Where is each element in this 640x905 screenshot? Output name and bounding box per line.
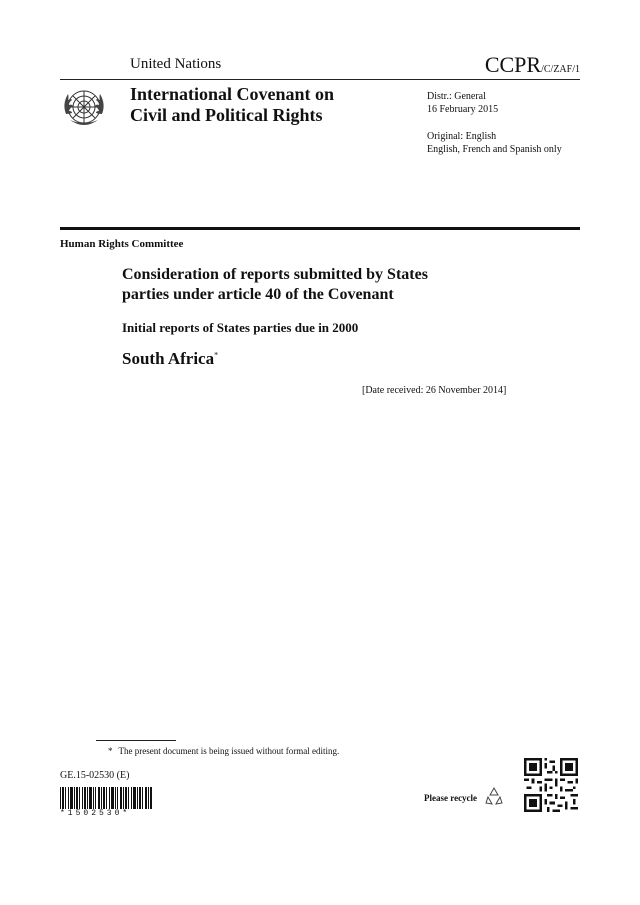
footnote bbox=[108, 746, 339, 756]
available-languages: English, French and Spanish only bbox=[427, 144, 562, 155]
committee-name: Human Rights Committee bbox=[60, 238, 184, 250]
report-heading-line1: Consideration of reports submitted by States bbox=[122, 266, 428, 283]
report-heading bbox=[122, 265, 428, 305]
language-block bbox=[427, 130, 562, 156]
distribution-status: Distr.: General bbox=[427, 91, 486, 102]
symbol-main: CCPR bbox=[484, 52, 542, 77]
distribution-block bbox=[427, 90, 498, 116]
footnote-text: The present document is being issued without formal editing. bbox=[118, 746, 340, 756]
covenant-title-line1: International Covenant on bbox=[130, 84, 335, 104]
country-heading bbox=[122, 349, 218, 369]
footnote-rule bbox=[96, 740, 176, 741]
date-received: [Date received: 26 November 2014] bbox=[362, 385, 507, 396]
report-heading-line2: parties under article 40 of the Covenant bbox=[122, 286, 394, 303]
recycle-icon bbox=[484, 786, 504, 806]
country-name: South Africa bbox=[122, 349, 215, 368]
document-symbol bbox=[485, 52, 580, 78]
recycle-label: Please recycle bbox=[424, 793, 478, 803]
organization-name: United Nations bbox=[130, 56, 222, 72]
un-emblem-icon bbox=[60, 84, 108, 132]
report-subheading: Initial reports of States parties due in 2000 bbox=[122, 320, 359, 335]
barcode-number: *1502530* bbox=[60, 809, 131, 818]
symbol-sub: /C/ZAF/1 bbox=[541, 64, 580, 75]
header-rule bbox=[60, 79, 580, 80]
footnote-mark: * bbox=[108, 746, 113, 756]
barcode-icon bbox=[60, 787, 152, 809]
title-rule bbox=[60, 227, 580, 230]
ge-number: GE.15-02530 (E) bbox=[60, 770, 130, 781]
original-language: Original: English bbox=[427, 131, 497, 142]
covenant-title-line2: Civil and Political Rights bbox=[130, 105, 323, 125]
qr-code-icon bbox=[524, 758, 578, 812]
covenant-title bbox=[130, 84, 334, 126]
distribution-date: 16 February 2015 bbox=[427, 104, 499, 115]
footnote-reference[interactable]: * bbox=[214, 350, 219, 360]
